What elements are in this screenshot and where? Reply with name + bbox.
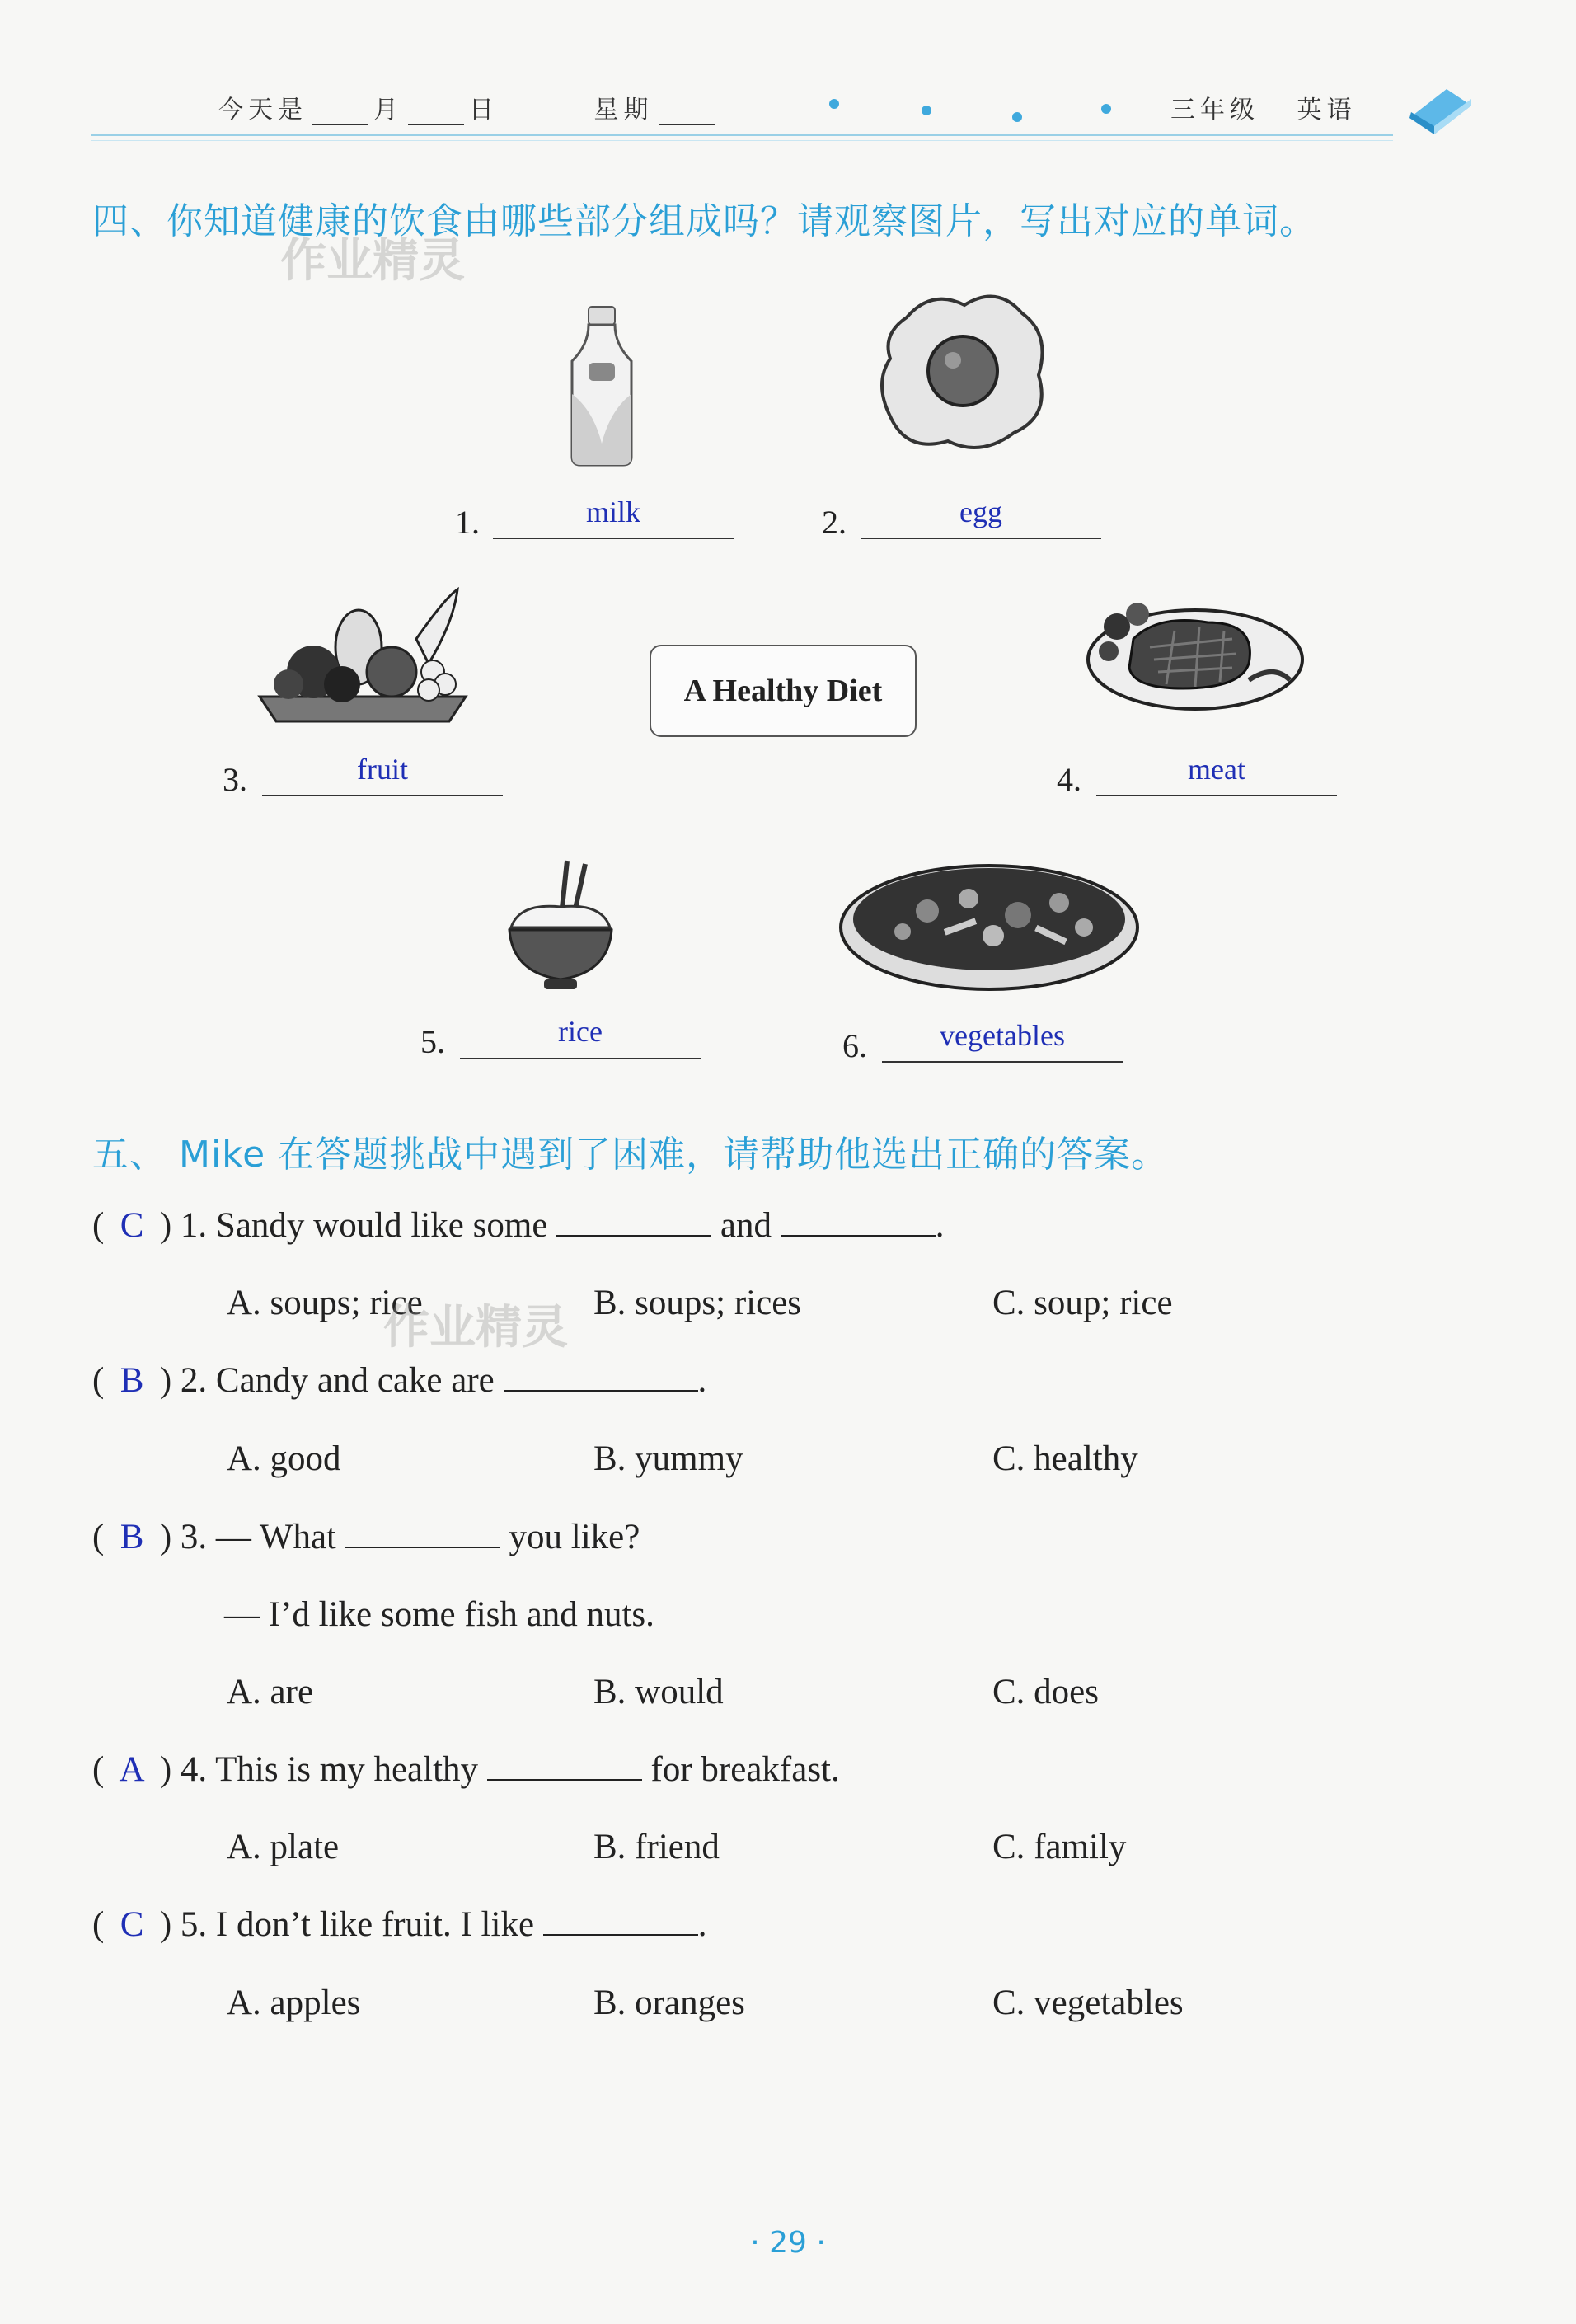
item-number: 1. — [455, 504, 480, 541]
page-number: · 29 · — [750, 2226, 826, 2260]
item-number: 4. — [1057, 761, 1081, 798]
answer-line — [861, 538, 1101, 539]
milk-bottle-icon — [561, 303, 643, 468]
option: C. does — [992, 1673, 1099, 1711]
option: B. oranges — [593, 1984, 745, 2022]
question-5: ( C ) 5. I don’t like fruit. I like . — [92, 1905, 707, 1944]
question-4: ( A ) 4. This is my healthy for breakfast. — [92, 1750, 840, 1789]
option: A. good — [227, 1439, 341, 1478]
answer-choice: C — [120, 1206, 144, 1245]
fried-egg-icon — [874, 284, 1055, 458]
answer-vegetables: vegetables — [940, 1019, 1065, 1052]
fill-blank — [781, 1232, 936, 1237]
question-3: ( B ) 3. — What you like? — [92, 1518, 640, 1556]
fill-blank — [487, 1776, 642, 1781]
item-number: 2. — [822, 504, 847, 541]
healthy-diet-label: A Healthy Diet — [650, 645, 917, 737]
today-is-label: 今天是 — [218, 96, 307, 124]
answer-choice: C — [120, 1905, 144, 1944]
weekday-label: 星期 — [593, 96, 654, 124]
question-1: ( C ) 1. Sandy would like some and . — [92, 1206, 945, 1245]
month-label: 月 — [373, 96, 403, 124]
subject-label: 英语 — [1297, 96, 1357, 124]
item-number: 3. — [223, 761, 247, 798]
item-number: 5. — [420, 1023, 445, 1060]
question-3-reply: — I’d like some fish and nuts. — [224, 1595, 654, 1634]
decor-dot — [1012, 112, 1022, 122]
answer-milk: milk — [585, 495, 640, 528]
answer-rice: rice — [558, 1015, 603, 1048]
answer-line — [460, 1058, 701, 1059]
grade-label: 三年级 — [1170, 96, 1259, 124]
option: B. soups; rices — [593, 1284, 802, 1322]
day-blank — [408, 101, 464, 125]
month-blank — [312, 101, 368, 125]
weekday-blank — [659, 101, 715, 125]
option: B. would — [593, 1673, 724, 1711]
option: B. yummy — [593, 1439, 743, 1478]
header-rule-thin — [91, 140, 1393, 141]
answer-fruit: fruit — [357, 753, 408, 786]
answer-choice: B — [120, 1361, 144, 1400]
option: C. family — [992, 1828, 1127, 1866]
rice-bowl-icon — [503, 857, 618, 998]
question-2: ( B ) 2. Candy and cake are . — [92, 1361, 707, 1400]
fill-blank — [543, 1931, 698, 1936]
decor-dot — [1101, 104, 1111, 114]
item-number: 6. — [842, 1027, 867, 1064]
answer-choice: B — [120, 1518, 144, 1556]
steak-plate-icon — [1084, 589, 1306, 713]
section5-title: 五、 Mike 在答题挑战中遇到了困难，请帮助他选出正确的答案。 — [92, 1134, 1169, 1176]
fill-blank — [345, 1543, 500, 1548]
vegetable-plate-icon — [837, 841, 1142, 998]
option: A. soups; rice — [227, 1284, 423, 1322]
day-label: 日 — [469, 96, 499, 124]
answer-meat: meat — [1188, 753, 1245, 786]
option: A. apples — [227, 1984, 361, 2022]
eraser-icon — [1401, 81, 1475, 139]
option: A. plate — [227, 1828, 340, 1866]
grade-subject — [1170, 89, 1357, 125]
option: C. soup; rice — [992, 1284, 1173, 1322]
option: C. vegetables — [992, 1984, 1184, 2022]
answer-choice: A — [119, 1750, 145, 1789]
section4-title: 四、你知道健康的饮食由哪些部分组成吗？请观察图片，写出对应的单词。 — [92, 200, 1316, 242]
answer-egg: egg — [959, 495, 1002, 528]
watermark: 作业精灵 — [383, 1301, 568, 1354]
date-line — [218, 89, 720, 125]
answer-line — [493, 538, 734, 539]
option: A. are — [227, 1673, 314, 1711]
answer-line — [1096, 795, 1337, 796]
answer-line — [262, 795, 503, 796]
option: C. healthy — [992, 1439, 1138, 1478]
decor-dot — [829, 99, 839, 109]
decor-dot — [922, 106, 931, 115]
answer-line — [882, 1061, 1123, 1063]
header-rule — [91, 134, 1393, 136]
fruit-plate-icon — [251, 581, 474, 730]
watermark: 作业精灵 — [280, 234, 465, 288]
option: B. friend — [593, 1828, 720, 1866]
fill-blank — [556, 1232, 711, 1237]
fill-blank — [504, 1387, 698, 1392]
